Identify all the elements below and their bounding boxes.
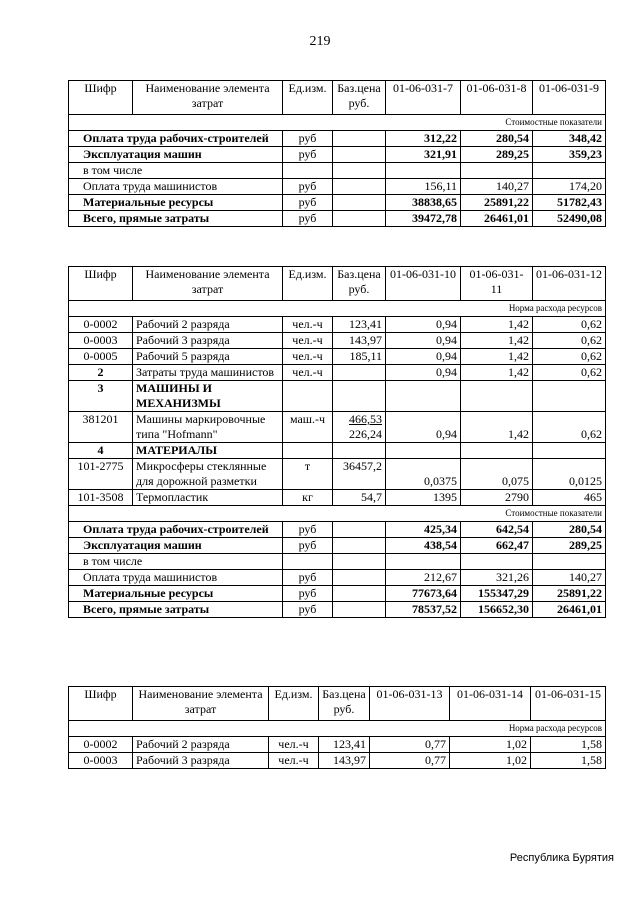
header-price: Баз.цена руб. xyxy=(333,81,386,115)
row-value: 52490,08 xyxy=(533,211,606,227)
table-row xyxy=(69,163,606,179)
row-value: 0,62 xyxy=(533,412,606,443)
row-name: Оплата труда машинистов xyxy=(69,179,283,195)
row-name: Эксплуатация машин xyxy=(69,147,283,163)
row-value: 156,11 xyxy=(386,179,461,195)
table-row xyxy=(69,753,606,769)
row-value: 280,54 xyxy=(533,522,606,538)
row-name: Рабочий 2 разряда xyxy=(133,737,269,753)
row-value: 26461,01 xyxy=(461,211,533,227)
header-col-1: 01-06-031-13 xyxy=(370,687,450,721)
header-name: Наименование элемента затрат xyxy=(133,687,269,721)
row-code: 4 xyxy=(69,443,133,459)
row-value: 0,94 xyxy=(386,333,461,349)
table-row xyxy=(69,131,606,147)
row-value xyxy=(386,163,461,179)
row-value: 0,0375 xyxy=(386,459,461,490)
row-unit: руб xyxy=(283,211,333,227)
price-value: 185,11 xyxy=(349,349,382,363)
row-value: 140,27 xyxy=(533,570,606,586)
row-price xyxy=(333,412,386,443)
header-unit: Ед.изм. xyxy=(269,687,319,721)
row-value: 77673,64 xyxy=(386,586,461,602)
row-code: 0-0002 xyxy=(69,317,133,333)
row-name: в том числе xyxy=(69,554,283,570)
row-value: 26461,01 xyxy=(533,602,606,618)
row-value: 212,67 xyxy=(386,570,461,586)
row-unit: руб xyxy=(283,522,333,538)
row-value: 140,27 xyxy=(461,179,533,195)
row-value: 438,54 xyxy=(386,538,461,554)
cost-table-3 xyxy=(68,686,606,769)
table-row xyxy=(69,459,606,490)
row-name: Всего, прямые затраты xyxy=(69,211,283,227)
table-row xyxy=(69,737,606,753)
row-code: 0-0003 xyxy=(69,333,133,349)
row-value: 642,54 xyxy=(461,522,533,538)
table-row xyxy=(69,412,606,443)
row-unit: чел.-ч xyxy=(283,365,333,381)
header-col-2: 01-06-031-14 xyxy=(450,687,531,721)
table-row xyxy=(69,522,606,538)
row-value xyxy=(461,381,533,412)
table-row xyxy=(69,570,606,586)
section-label: Норма расхода ресурсов xyxy=(69,721,606,737)
row-value xyxy=(461,443,533,459)
row-value: 1,42 xyxy=(461,349,533,365)
row-name: Оплата труда рабочих-строителей xyxy=(69,522,283,538)
header-col-2: 01-06-031-11 xyxy=(461,267,533,301)
row-unit xyxy=(283,381,333,412)
row-value: 321,26 xyxy=(461,570,533,586)
row-unit: руб xyxy=(283,570,333,586)
row-price xyxy=(333,554,386,570)
row-value: 1395 xyxy=(386,490,461,506)
row-price xyxy=(333,211,386,227)
row-value: 0,62 xyxy=(533,333,606,349)
row-value: 1,58 xyxy=(531,753,606,769)
table-row xyxy=(69,365,606,381)
header-name: Наименование элемента затрат xyxy=(133,81,283,115)
row-value xyxy=(386,554,461,570)
row-value: 0,77 xyxy=(370,737,450,753)
row-value xyxy=(533,163,606,179)
row-price xyxy=(333,443,386,459)
row-price xyxy=(333,163,386,179)
row-unit: чел.-ч xyxy=(269,737,319,753)
header-code: Шифр xyxy=(69,81,133,115)
section-label: Стоимостные показатели xyxy=(69,506,606,522)
row-price xyxy=(333,131,386,147)
row-value: 312,22 xyxy=(386,131,461,147)
row-value: 0,94 xyxy=(386,317,461,333)
row-value: 1,42 xyxy=(461,317,533,333)
row-value xyxy=(533,381,606,412)
header-col-3: 01-06-031-15 xyxy=(531,687,606,721)
row-value: 0,77 xyxy=(370,753,450,769)
table-row xyxy=(69,490,606,506)
row-value: 25891,22 xyxy=(461,195,533,211)
table-row xyxy=(69,179,606,195)
row-price xyxy=(333,538,386,554)
row-value: 359,23 xyxy=(533,147,606,163)
row-price xyxy=(333,147,386,163)
row-unit xyxy=(283,554,333,570)
row-name: Рабочий 5 разряда xyxy=(133,349,283,365)
row-name: Всего, прямые затраты xyxy=(69,602,283,618)
row-value: 174,20 xyxy=(533,179,606,195)
row-value: 1,02 xyxy=(450,737,531,753)
price-value: 123,41 xyxy=(349,317,382,331)
table-row xyxy=(69,381,606,412)
row-name: Микросферы стеклянные для дорожной разметки xyxy=(133,459,283,490)
header-col-2: 01-06-031-8 xyxy=(461,81,533,115)
row-name: Машины маркировочные типа "Hofmann" xyxy=(133,412,283,443)
header-unit: Ед.изм. xyxy=(283,267,333,301)
row-code: 0-0005 xyxy=(69,349,133,365)
row-price: 143,97 xyxy=(319,753,370,769)
row-unit: руб xyxy=(283,147,333,163)
row-value: 321,91 xyxy=(386,147,461,163)
table-row xyxy=(69,538,606,554)
row-price xyxy=(333,522,386,538)
row-price xyxy=(333,586,386,602)
row-code: 101-2775 xyxy=(69,459,133,490)
table-row xyxy=(69,602,606,618)
row-name: Рабочий 3 разряда xyxy=(133,333,283,349)
row-value: 156652,30 xyxy=(461,602,533,618)
row-name: в том числе xyxy=(69,163,283,179)
row-value xyxy=(386,443,461,459)
row-unit xyxy=(283,443,333,459)
row-name: Затраты труда машинистов xyxy=(133,365,283,381)
header-code: Шифр xyxy=(69,267,133,301)
row-name: МАТЕРИАЛЫ xyxy=(133,443,283,459)
row-unit: руб xyxy=(283,538,333,554)
row-price xyxy=(333,349,386,365)
row-value: 662,47 xyxy=(461,538,533,554)
header-price: Баз.цена руб. xyxy=(319,687,370,721)
row-price xyxy=(333,381,386,412)
row-value: 155347,29 xyxy=(461,586,533,602)
row-value: 465 xyxy=(533,490,606,506)
row-value: 289,25 xyxy=(533,538,606,554)
header-col-3: 01-06-031-12 xyxy=(533,267,606,301)
row-unit xyxy=(283,163,333,179)
cost-table-2 xyxy=(68,266,606,618)
header-price: Баз.цена руб. xyxy=(333,267,386,301)
row-value: 1,42 xyxy=(461,412,533,443)
price-value: 36457,2 xyxy=(343,459,382,473)
row-value xyxy=(461,554,533,570)
row-value: 0,94 xyxy=(386,412,461,443)
row-unit: руб xyxy=(283,179,333,195)
header-col-3: 01-06-031-9 xyxy=(533,81,606,115)
row-value: 78537,52 xyxy=(386,602,461,618)
row-value: 51782,43 xyxy=(533,195,606,211)
row-unit: чел.-ч xyxy=(283,333,333,349)
header-name: Наименование элемента затрат xyxy=(133,267,283,301)
row-price xyxy=(333,602,386,618)
row-unit: руб xyxy=(283,131,333,147)
row-name: Рабочий 2 разряда xyxy=(133,317,283,333)
row-value: 38838,65 xyxy=(386,195,461,211)
header-col-1: 01-06-031-10 xyxy=(386,267,461,301)
table-row xyxy=(69,317,606,333)
row-value: 1,42 xyxy=(461,333,533,349)
row-value: 39472,78 xyxy=(386,211,461,227)
row-value: 280,54 xyxy=(461,131,533,147)
row-code: 101-3508 xyxy=(69,490,133,506)
row-value: 1,02 xyxy=(450,753,531,769)
row-unit: чел.-ч xyxy=(269,753,319,769)
row-unit: чел.-ч xyxy=(283,317,333,333)
price-value: 54,7 xyxy=(361,490,382,504)
section-label: Норма расхода ресурсов xyxy=(69,301,606,317)
row-value xyxy=(533,443,606,459)
row-value: 289,25 xyxy=(461,147,533,163)
page-number: 219 xyxy=(309,34,331,49)
row-value: 1,42 xyxy=(461,365,533,381)
row-price xyxy=(333,459,386,490)
row-value: 348,42 xyxy=(533,131,606,147)
row-value: 0,62 xyxy=(533,365,606,381)
row-unit: руб xyxy=(283,195,333,211)
table-row xyxy=(69,211,606,227)
row-value: 25891,22 xyxy=(533,586,606,602)
row-value: 2790 xyxy=(461,490,533,506)
header-col-1: 01-06-031-7 xyxy=(386,81,461,115)
row-name: Рабочий 3 разряда xyxy=(133,753,269,769)
row-code: 0-0003 xyxy=(69,753,133,769)
row-value: 0,94 xyxy=(386,365,461,381)
row-code: 0-0002 xyxy=(69,737,133,753)
table-row xyxy=(69,586,606,602)
row-value: 1,58 xyxy=(531,737,606,753)
table-row xyxy=(69,195,606,211)
table-row xyxy=(69,333,606,349)
row-unit: руб xyxy=(283,602,333,618)
table-row xyxy=(69,554,606,570)
row-name: Оплата труда рабочих-строителей xyxy=(69,131,283,147)
row-name: Эксплуатация машин xyxy=(69,538,283,554)
row-price xyxy=(333,570,386,586)
row-value xyxy=(386,381,461,412)
row-name: МАШИНЫ И МЕХАНИЗМЫ xyxy=(133,381,283,412)
row-code: 3 xyxy=(69,381,133,412)
row-price xyxy=(333,195,386,211)
row-unit: т xyxy=(283,459,333,490)
row-value: 0,075 xyxy=(461,459,533,490)
price-value: 143,97 xyxy=(349,333,382,347)
footer-region: Республика Бурятия xyxy=(509,852,614,864)
row-value: 425,34 xyxy=(386,522,461,538)
row-price xyxy=(333,179,386,195)
row-code: 2 xyxy=(69,365,133,381)
header-code: Шифр xyxy=(69,687,133,721)
row-unit: руб xyxy=(283,586,333,602)
price-value: 466,53 xyxy=(349,412,382,426)
row-unit: кг xyxy=(283,490,333,506)
section-label: Стоимостные показатели xyxy=(69,115,606,131)
row-value: 0,0125 xyxy=(533,459,606,490)
row-name: Термопластик xyxy=(133,490,283,506)
row-value xyxy=(461,163,533,179)
row-price xyxy=(333,365,386,381)
row-price xyxy=(333,317,386,333)
row-unit: маш.-ч xyxy=(283,412,333,443)
row-name: Оплата труда машинистов xyxy=(69,570,283,586)
row-unit: чел.-ч xyxy=(283,349,333,365)
header-unit: Ед.изм. xyxy=(283,81,333,115)
table-row xyxy=(69,147,606,163)
row-value: 0,62 xyxy=(533,317,606,333)
row-price xyxy=(333,490,386,506)
row-value: 0,94 xyxy=(386,349,461,365)
table-row xyxy=(69,349,606,365)
row-name: Материальные ресурсы xyxy=(69,195,283,211)
row-price: 123,41 xyxy=(319,737,370,753)
row-value xyxy=(533,554,606,570)
row-code: 381201 xyxy=(69,412,133,443)
row-name: Материальные ресурсы xyxy=(69,586,283,602)
cost-table-1 xyxy=(68,80,606,227)
price-value: 226,24 xyxy=(349,427,382,441)
table-row xyxy=(69,443,606,459)
row-value: 0,62 xyxy=(533,349,606,365)
row-price xyxy=(333,333,386,349)
